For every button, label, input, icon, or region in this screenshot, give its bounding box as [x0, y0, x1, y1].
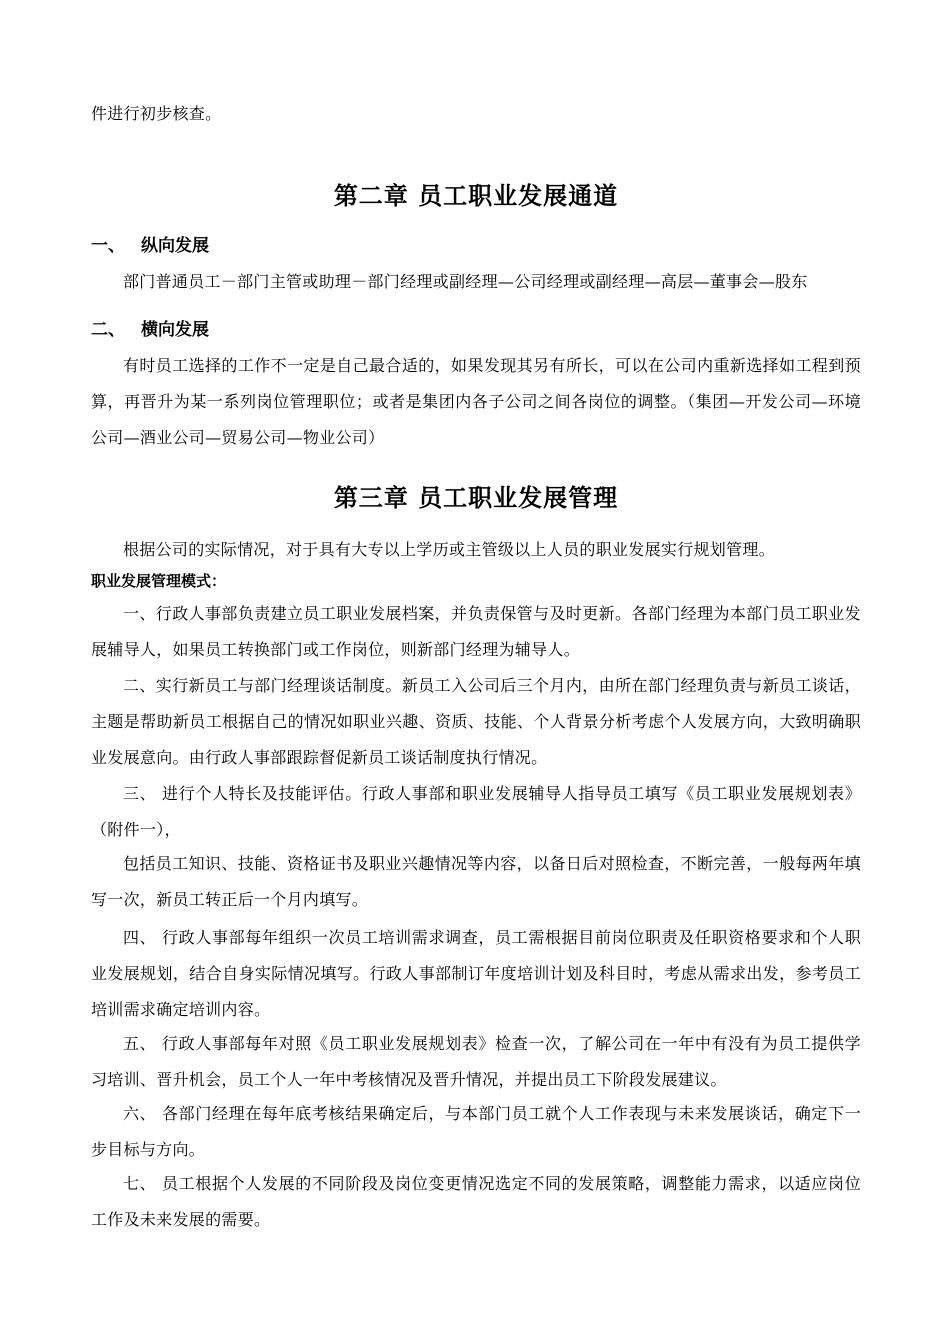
chapter3-title: 第三章 员工职业发展管理 [333, 483, 619, 512]
section-horizontal-heading [91, 318, 209, 342]
item-6-paragraph: 六、 各部门经理在每年底考核结果确定后，与本部门员工就个人工作表现与未来发展谈话，确定下一步目标与方向。 [91, 1104, 861, 1159]
item-2-paragraph: 二、实行新员工与部门经理谈话制度。新员工入公司后三个月内，由所在部门经理负责与新员工谈话，主题是帮助新员工根据自己的情况如职业兴趣、资质、技能、个人背景分析考虑个人发展方向，大致明确职业发展意向。由行政人事部跟踪督促新员工谈话制度执行情况。 [91, 676, 861, 767]
continued-paragraph: 件进行初步核查。 [91, 104, 222, 123]
section-vertical-heading [91, 234, 209, 258]
item-1-paragraph: 一、行政人事部负责建立员工职业发展档案，并负责保管与及时更新。各部门经理为本部门员工职业发展辅导人，如果员工转换部门或工作岗位，则新部门经理为辅导人。 [91, 604, 861, 659]
section-number: 一、 [91, 236, 125, 256]
section-title: 纵向发展 [141, 236, 209, 256]
item-7-paragraph: 七、 员工根据个人发展的不同阶段及岗位变更情况选定不同的发展策略，调整能力需求，以适应岗位工作及未来发展的需要。 [91, 1174, 861, 1229]
item-3-paragraph: 三、 进行个人特长及技能评估。行政人事部和职业发展辅导人指导员工填写《员工职业发展规划表》（附件一）， [91, 784, 861, 839]
chapter3-intro-paragraph: 根据公司的实际情况，对于具有大专以上学历或主管级以上人员的职业发展实行规划管理。 [123, 540, 776, 559]
item-4-paragraph: 四、 行政人事部每年组织一次员工培训需求调查，员工需根据目前岗位职责及任职资格要求和个人职业发展规划，结合自身实际情况填写。行政人事部制订年度培训计划及科目时，考虑从需求出发，参考员工培训需求确定培训内容。 [91, 928, 861, 1019]
horizontal-paragraph: 有时员工选择的工作不一定是自己最合适的，如果发现其另有所长，可以在公司内重新选择如工程到预算，再晋升为某一系列岗位管理职位；或者是集团内各子公司之间各岗位的调整。（集团—开发公司—环境公司—酒业公司—贸易公司—物业公司） [91, 356, 861, 447]
section-number: 二、 [91, 320, 125, 340]
management-mode-label: 职业发展管理模式： [91, 572, 227, 590]
chapter2-title: 第二章 员工职业发展通道 [333, 181, 619, 210]
section-title: 横向发展 [141, 320, 209, 340]
item-5-paragraph: 五、 行政人事部每年对照《员工职业发展规划表》检查一次，了解公司在一年中有没有为员工提供学习培训、晋升机会，员工个人一年中考核情况及晋升情况，并提出员工下阶段发展建议。 [91, 1034, 861, 1089]
vertical-path-paragraph: 部门普通员工－部门主管或助理－部门经理或副经理—公司经理或副经理—高层—董事会—股东 [123, 272, 808, 291]
item-3-continued-paragraph: 包括员工知识、技能、资格证书及职业兴趣情况等内容，以备日后对照检查，不断完善，一般每两年填写一次，新员工转正后一个月内填写。 [91, 854, 861, 909]
